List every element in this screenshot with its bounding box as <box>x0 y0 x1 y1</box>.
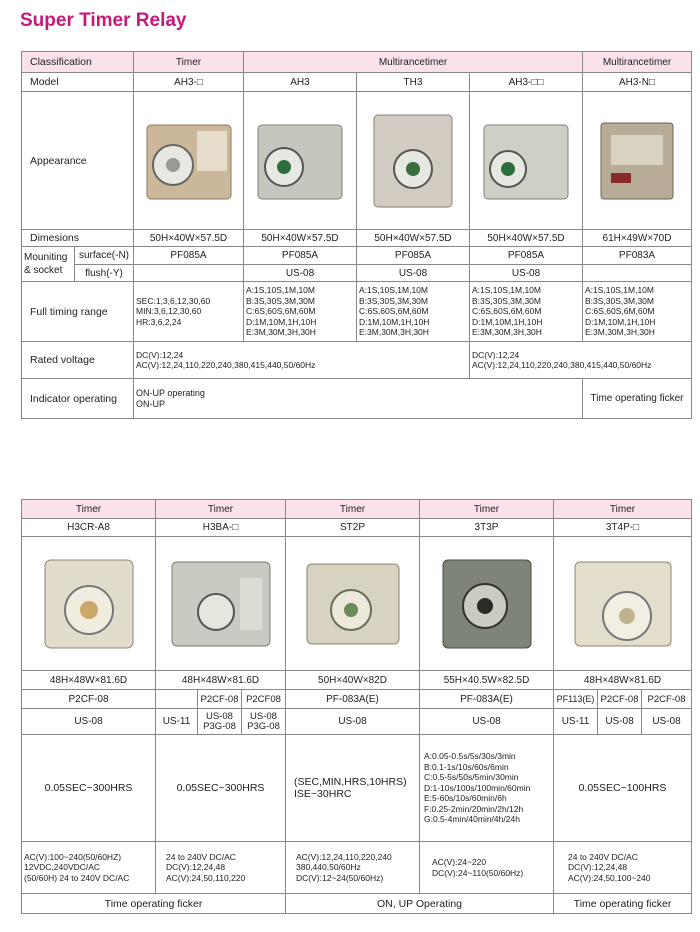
product-photo-th3 <box>357 92 470 230</box>
range-cell: 0.05SEC~100HRS <box>554 735 692 842</box>
voltage-cell: AC(V):12,24,110,220,240 380,440,50/60Hz DC(V):12~24(50/60Hz) <box>286 842 420 894</box>
appearance-label: Appearance <box>22 92 134 230</box>
surface-cell: PF083A <box>583 247 692 265</box>
voltage-cell: AC(V):100~240(50/60HZ) 12VDC,240VDC/AC (50/60H) 24 to 240V DC/AC <box>22 842 156 894</box>
model-cell: AH3-N□ <box>583 73 692 92</box>
product-photo-h3cr <box>22 537 156 671</box>
timing-cell: A:1S,10S,1M,10M B:3S,30S,3M,30M C:6S,60S,6M,60M D:1M,10M,1H,10H E:3M,30M,3H,30H <box>470 282 583 342</box>
timing-label: Full timing range <box>22 282 134 342</box>
header-cell: Timer <box>554 500 692 519</box>
surface-label: surface(-N) <box>75 247 133 265</box>
surface-cell: PF085A <box>244 247 357 265</box>
rated-cell-b: DC(V):12,24 AC(V):12,24,110,220,240,380,415,440,50/60Hz <box>470 342 692 379</box>
flush-cell <box>583 265 692 282</box>
socket-cell: US-11 <box>156 709 198 735</box>
voltage-cell: AC(V):24~220 DC(V):24~110(50/60Hz) <box>420 842 554 894</box>
dim-cell: 50H×40W×57.5D <box>134 230 244 247</box>
socket-cell: P2CF-08 <box>642 690 692 709</box>
dim-cell: 55H×40.5W×82.5D <box>420 671 554 690</box>
socket-cell: P2CF08 <box>242 690 286 709</box>
dim-cell: 48H×48W×81.6D <box>554 671 692 690</box>
dim-cell: 48H×48W×81.6D <box>156 671 286 690</box>
mounting-label: Mouniting & socket <box>24 252 68 276</box>
product-photo-ah3b <box>244 92 357 230</box>
table-multirange <box>21 51 692 419</box>
timing-cell: A:1S,10S,1M,10M B:3S,30S,3M,30M C:6S,60S,6M,60M D:1M,10M,1H,10H E:3M,30M,3H,30H <box>244 282 357 342</box>
socket-cell: PF-083A(E) <box>286 690 420 709</box>
dim-cell: 50H×40W×57.5D <box>470 230 583 247</box>
dimensions-label: Dimesions <box>22 230 134 247</box>
product-photo-st2p <box>286 537 420 671</box>
product-photo-ah3-2 <box>470 92 583 230</box>
flush-label: flush(-Y) <box>85 268 123 279</box>
footer-cell: Time operating ficker <box>554 894 692 914</box>
surface-cell: PF085A <box>357 247 470 265</box>
socket-cell: P2CF-08 <box>198 690 242 709</box>
timing-cell: A:1S,10S,1M,10M B:3S,30S,3M,30M C:6S,60S,6M,60M D:1M,10M,1H,10H E:3M,30M,3H,30H <box>583 282 692 342</box>
model-cell: H3CR-A8 <box>22 519 156 537</box>
product-photo-ah3n <box>583 92 692 230</box>
classification-label: Classification <box>22 52 134 73</box>
dim-cell: 50H×40W×57.5D <box>357 230 470 247</box>
flush-cell: US-08 <box>470 265 583 282</box>
dim-cell: 50H×40W×57.5D <box>244 230 357 247</box>
class-multi: Multirancetimer <box>244 52 583 73</box>
flush-cell <box>134 265 244 282</box>
socket-cell: P2CF-08 <box>22 690 156 709</box>
socket-cell: US-08 <box>420 709 554 735</box>
model-cell: 3T4P-□ <box>554 519 692 537</box>
socket-cell: P2CF-08 <box>598 690 642 709</box>
rated-label: Rated voltage <box>22 342 134 379</box>
timing-cell: A:1S,10S,1M,10M B:3S,30S,3M,30M C:6S,60S,6M,60M D:1M,10M,1H,10H E:3M,30M,3H,30H <box>357 282 470 342</box>
footer-cell: Time operating ficker <box>22 894 286 914</box>
class-timer: Timer <box>134 52 244 73</box>
dim-cell: 50H×40W×82D <box>286 671 420 690</box>
socket-cell: PF-083A(E) <box>420 690 554 709</box>
socket-cell: US-08 <box>286 709 420 735</box>
range-cell-3t3p: A:0.05-0.5s/5s/30s/3min B:0.1-1s/10s/60s/6min C:0.5-5s/50s/5min/30min D:1-10s/100s/100min/60min E:5-60s/10s/60min/6h F:0.25-2min/20min/2h/12h G:0.5-4min/40min/4h/24h <box>420 735 554 842</box>
model-cell: ST2P <box>286 519 420 537</box>
timing-cell-timer: SEC:1,3,6,12,30,60 MIN:3,6,12,30,60 HR:3,6,2,24 <box>134 282 244 342</box>
socket-cell: PF113(E) <box>554 690 598 709</box>
range-cell: 0.05SEC~300HRS <box>156 735 286 842</box>
surface-cell: PF085A <box>134 247 244 265</box>
range-cell: 0.05SEC~300HRS <box>22 735 156 842</box>
table-timers <box>21 499 692 914</box>
product-photo-ah3 <box>134 92 244 230</box>
dim-cell: 48H×48W×81.6D <box>22 671 156 690</box>
header-cell: Timer <box>22 500 156 519</box>
product-photo-3t3p <box>420 537 554 671</box>
model-cell: H3BA-□ <box>156 519 286 537</box>
socket-cell: US-08 P3G-08 <box>242 709 286 735</box>
socket-cell: US-08 <box>22 709 156 735</box>
page-title: Super Timer Relay <box>20 10 187 31</box>
model-cell: AH3 <box>244 73 357 92</box>
dim-cell: 61H×49W×70D <box>583 230 692 247</box>
voltage-cell: 24 to 240V DC/AC DC(V):12,24,48 AC(V):24,50,110,220 <box>156 842 286 894</box>
model-cell: AH3-□ <box>134 73 244 92</box>
socket-cell: US-08 <box>642 709 692 735</box>
flush-cell: US-08 <box>357 265 470 282</box>
indicator-cell-b: Time operating ficker <box>583 379 692 419</box>
socket-cell: US-08 <box>598 709 642 735</box>
header-cell: Timer <box>420 500 554 519</box>
product-photo-h3ba <box>156 537 286 671</box>
class-multi-2: Multirancetimer <box>583 52 692 73</box>
header-cell: Timer <box>156 500 286 519</box>
indicator-label: Indicator operating <box>22 379 134 419</box>
model-cell: TH3 <box>357 73 470 92</box>
socket-cell <box>156 690 198 709</box>
product-photo-3t4p <box>554 537 692 671</box>
socket-cell: US-11 <box>554 709 598 735</box>
footer-cell: ON, UP Operating <box>286 894 554 914</box>
socket-cell: US-08 P3G-08 <box>198 709 242 735</box>
model-cell: 3T3P <box>420 519 554 537</box>
surface-cell: PF085A <box>470 247 583 265</box>
model-label: Model <box>22 73 134 92</box>
rated-cell-a: DC(V):12,24 AC(V):12,24,110,220,240,380,415,440,50/60Hz <box>134 342 470 379</box>
header-cell: Timer <box>286 500 420 519</box>
flush-cell: US-08 <box>244 265 357 282</box>
range-cell: (SEC,MIN,HRS,10HRS) ISE~30HRC <box>286 735 420 842</box>
indicator-cell-a: ON-UP operating ON-UP <box>134 379 583 419</box>
voltage-cell: 24 to 240V DC/AC DC(V):12,24,48 AC(V):24,50,100~240 <box>554 842 692 894</box>
model-cell: AH3-□□ <box>470 73 583 92</box>
